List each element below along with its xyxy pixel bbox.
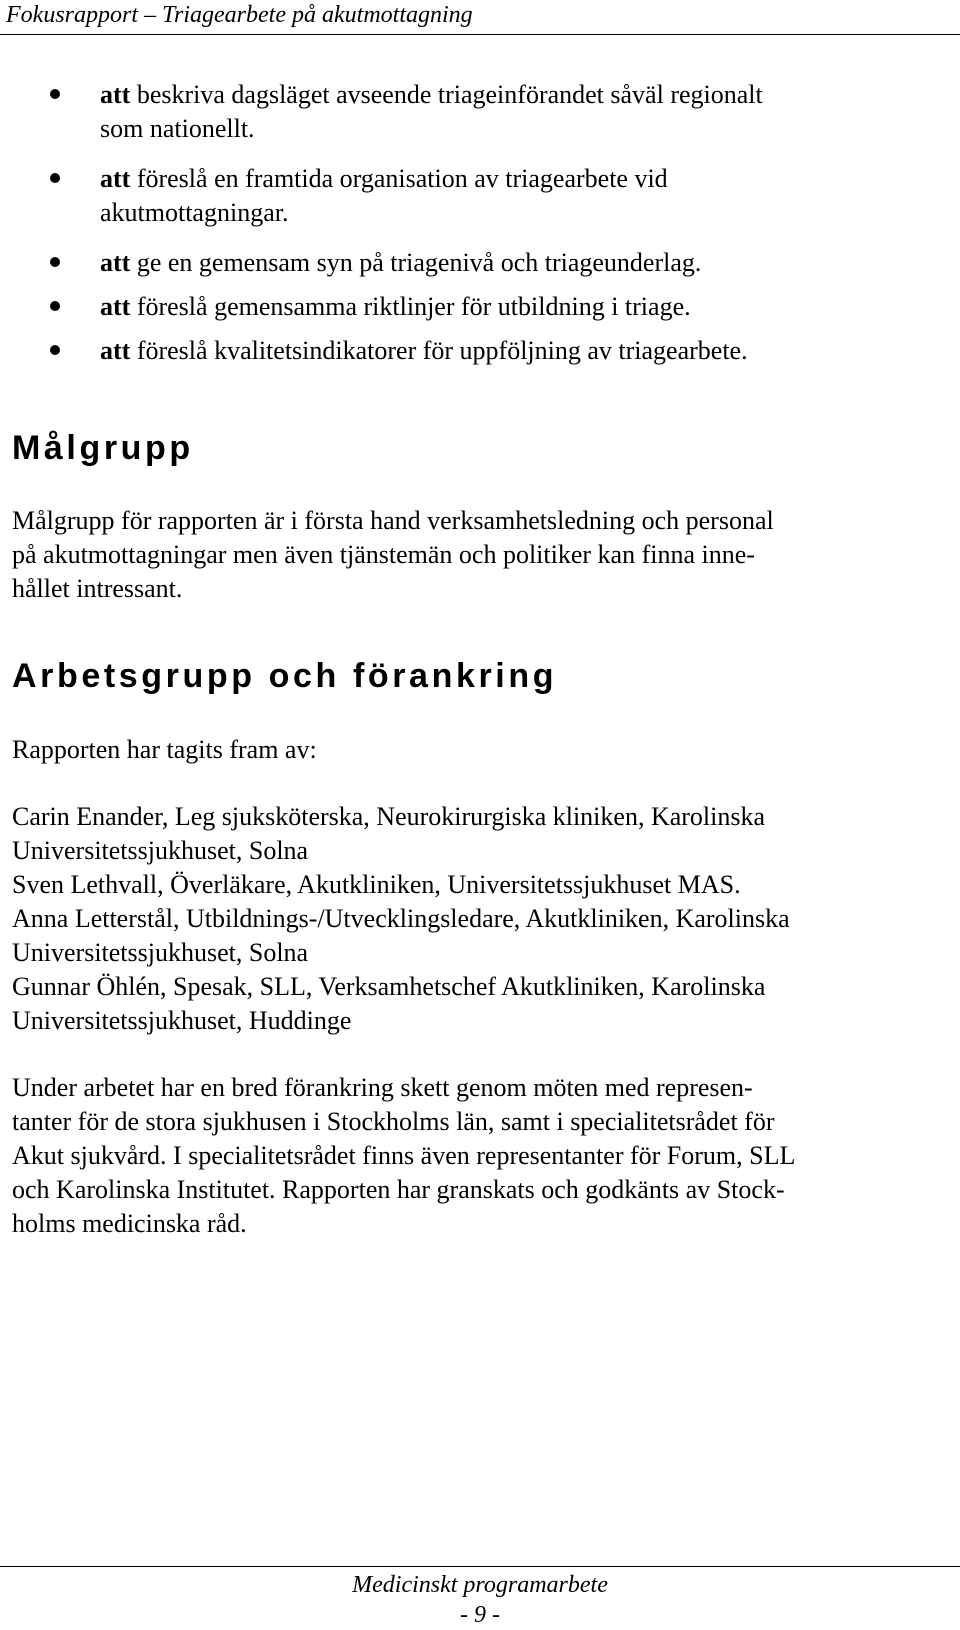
aim-item — [0, 290, 940, 324]
aim-lead: att — [100, 80, 131, 109]
text-line: på akutmottagningar men även tjänstemän och politiker kan finna inne- — [12, 540, 755, 569]
member-line: Gunnar Öhlén, Spesak, SLL, Verksamhetschef Akutkliniken, Karolinska — [12, 972, 766, 1001]
aims-list — [0, 78, 940, 384]
footer-divider — [0, 1566, 960, 1567]
member-line: Universitetssjukhuset, Solna — [12, 938, 309, 967]
heading-arbetsgrupp: Arbetsgrupp och förankring — [12, 657, 558, 695]
aim-item — [0, 334, 940, 368]
text-line: hållet intressant. — [12, 574, 183, 603]
aim-text: föreslå kvalitetsindikatorer för uppföljning av triagearbete. — [136, 336, 748, 365]
malgrupp-paragraph — [12, 504, 917, 606]
text-line: Målgrupp för rapporten är i första hand verksamhetsledning och personal — [12, 506, 774, 535]
anchoring-paragraph — [12, 1071, 917, 1241]
text-line: och Karolinska Institutet. Rapporten har granskats och godkänts av Stock- — [12, 1175, 785, 1204]
bullet-icon — [50, 173, 60, 183]
aim-lead: att — [100, 248, 131, 277]
text-line: holms medicinska råd. — [12, 1209, 247, 1238]
member-line: Anna Letterstål, Utbildnings-/Utvecklingsledare, Akutkliniken, Karolinska — [12, 904, 790, 933]
member-line: Sven Lethvall, Överläkare, Akutkliniken, Universitetssjukhuset MAS. — [12, 870, 741, 899]
bullet-icon — [50, 89, 60, 99]
aim-text: beskriva dagsläget avseende triageinförandet såväl regionalt — [136, 80, 763, 109]
footer-title: Medicinskt programarbete — [352, 1572, 608, 1598]
aim-item — [0, 162, 940, 230]
member-line: Universitetssjukhuset, Solna — [12, 836, 309, 865]
aim-lead: att — [100, 336, 131, 365]
bullet-icon — [50, 345, 60, 355]
arbetsgrupp-intro — [12, 733, 917, 767]
running-header: Fokusrapport – Triagearbete på akutmottagning — [6, 2, 473, 28]
bullet-icon — [50, 257, 60, 267]
bullet-icon — [50, 301, 60, 311]
aim-text: som nationellt. — [100, 114, 255, 143]
aim-text: ge en gemensam syn på triagenivå och triageunderlag. — [136, 248, 702, 277]
text-line: Under arbetet har en bred förankring skett genom möten med represen- — [12, 1073, 753, 1102]
aim-item — [0, 246, 940, 280]
text-line: Akut sjukvård. I specialitetsrådet finns även representanter för Forum, SLL — [12, 1141, 796, 1170]
member-line: Carin Enander, Leg sjuksköterska, Neurokirurgiska kliniken, Karolinska — [12, 802, 766, 831]
aim-lead: att — [100, 164, 131, 193]
text-line: Rapporten har tagits fram av: — [12, 735, 317, 764]
aim-text: akutmottagningar. — [100, 198, 289, 227]
aim-lead: att — [100, 292, 131, 321]
aim-text: föreslå gemensamma riktlinjer för utbildning i triage. — [136, 292, 691, 321]
members-list — [12, 800, 917, 1038]
text-line: tanter för de stora sjukhusen i Stockholms län, samt i specialitetsrådet för — [12, 1107, 775, 1136]
heading-malgrupp: Målgrupp — [12, 429, 194, 467]
page-number: - 9 - — [460, 1602, 500, 1628]
aim-text: föreslå en framtida organisation av triagearbete vid — [136, 164, 668, 193]
member-line: Universitetssjukhuset, Huddinge — [12, 1006, 352, 1035]
header-divider — [0, 34, 960, 35]
aim-item — [0, 78, 940, 146]
